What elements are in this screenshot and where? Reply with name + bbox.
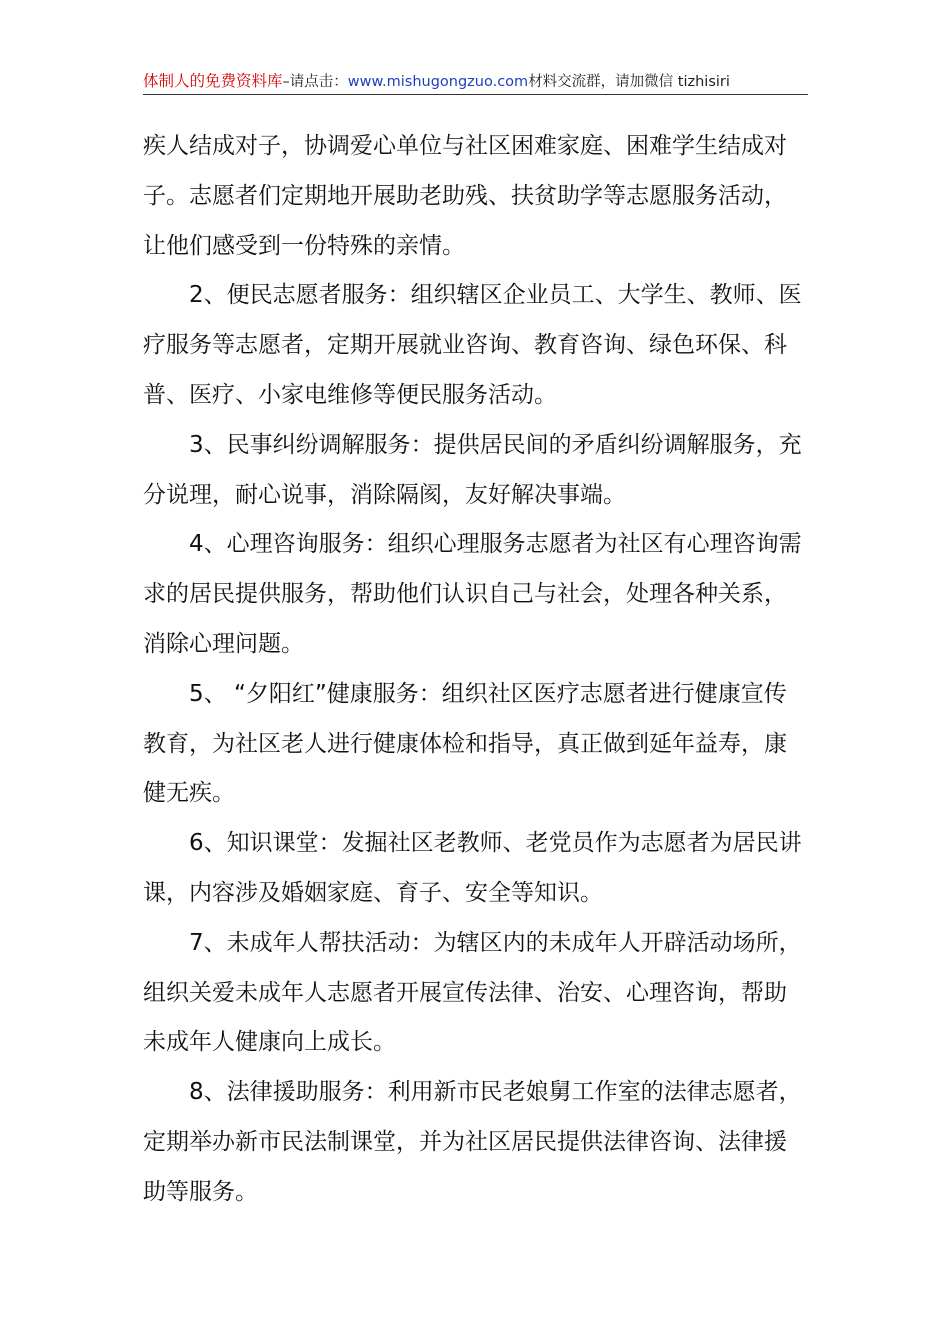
header-contact-text: 材料交流群，请加微信 tizhisiri — [528, 74, 730, 90]
paragraph-convenience-service: 2、便民志愿者服务：组织辖区企业员工、大学生、教师、医疗服务等志愿者，定期开展就业咨询、教育咨询、绿色环保、科普、医疗、小家电维修等便民服务活动。 — [143, 282, 802, 408]
paragraph-minor-support: 7、未成年人帮扶活动：为辖区内的未成年人开辟活动场所，组织关爱未成年人志愿者开展宣传法律、治安、心理咨询，帮助未成年人健康向上成长。 — [143, 929, 802, 1056]
paragraph-knowledge-class: 6、知识课堂：发掘社区老教师、老党员作为志愿者为居民讲课，内容涉及婚姻家庭、育子、安全等知识。 — [143, 830, 802, 906]
paragraph-psychological-counseling: 4、心理咨询服务：组织心理服务志愿者为社区有心理咨询需求的居民提供服务，帮助他们认识自己与社会，处理各种关系，消除心理问题。 — [143, 531, 802, 657]
page-header — [143, 68, 808, 95]
header-prompt: –请点击： — [282, 74, 348, 90]
header-website-link[interactable]: www.mishugongzuo.com — [347, 74, 529, 90]
header-title: 体制人的免费资料库 — [143, 72, 283, 90]
document-body — [143, 122, 808, 1218]
paragraph-elderly-health: 5、 “夕阳红”健康服务：组织社区医疗志愿者进行健康宣传教育，为社区老人进行健康体检和指导，真正做到延年益寿，康健无疾。 — [143, 680, 787, 807]
paragraph-dispute-mediation: 3、民事纠纷调解服务：提供居民间的矛盾纠纷调解服务，充分说理，耐心说事，消除隔阂，友好解决事端。 — [143, 431, 802, 508]
paragraph-continued: 疾人结成对子，协调爱心单位与社区困难家庭、困难学生结成对子。志愿者们定期地开展助老助残、扶贫助学等志愿服务活动，让他们感受到一份特殊的亲情。 — [143, 133, 787, 259]
paragraph-legal-aid: 8、法律援助服务：利用新市民老娘舅工作室的法律志愿者，定期举办新市民法制课堂，并为社区居民提供法律咨询、法律援助等服务。 — [143, 1079, 802, 1205]
